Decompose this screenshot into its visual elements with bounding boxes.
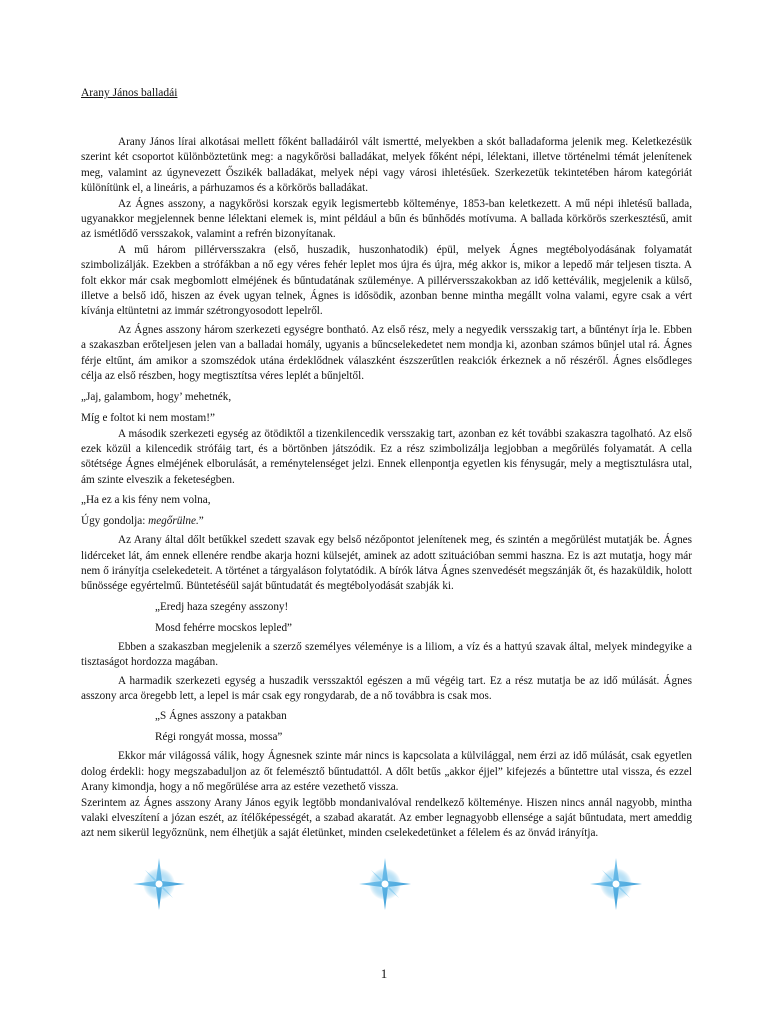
quote-line: „Eredj haza szegény asszony! [155, 600, 289, 613]
quote-line: „S Ágnes asszony a patakban [155, 710, 287, 723]
paragraph: Ekkor már világossá válik, hogy Ágnesnek szinte már nincs is kapcsolata a külvilággal, nem érzi az idő múlását, csak egyetlen dolog érdekli: hogy megszabaduljon az őt felemésztő bűntudattól. A dőlt betűs „akkor éjjel” kifejezés a bűntettre utal vissza, és ezzel Arany kimondja, hogy a nő megőrülése arra az estére vezethető vissza. [81, 750, 692, 794]
quote-line [81, 512, 692, 530]
paragraph: Szerintem az Ágnes asszony Arany János egyik legtöbb mondanivalóval rendelkező költeménye. Hiszen nincs annál nagyobb, mintha valaki elveszítení a józan eszét, az ítélőképességét, a szabad akaratát. Az ember legnagyobb ellensége a saját bűntudata, mert ameddig azt nem sikerül legyőznünk, nem élhetjük a saját életünket, minden cselekedetünket a félelem és az önvád irányítja. [81, 796, 692, 840]
paragraph: A második szerkezeti egység az ötödiktől a tizenkilencedik versszakig tart, azonban ez két további szakaszra tagolható. Az első ezek közül a kilencedik strófáig tart, és a börtönben játszódik. Ez a rész szimbolizálja legjobban a megőrülés folyamatát. A cella sötétsége Ágnes elméjének elborulását, a reménytelenséget jelzi. Ennek ellenpontja egyetlen kis fénysugár, mely a megtisztulásra utal, ám szinte elveszik a feketeségben. [81, 427, 692, 486]
page-number: 1 [380, 966, 388, 981]
document-body [81, 135, 692, 842]
paragraph: Az Arany által dőlt betűkkel szedett szavak egy belső nézőpontot jelenítenek meg, és szintén a megőrülést mutatják be. Ágnes lidérceket lát, ám ennek ellenére rendbe akarja hozni külsejét, aminek az adott szituációban semmi haszna. Ez is azt mutatja, hogy már nem ő irányítja cselekedeteit. A történet a tárgyaláson folytatódik. A bírók látva Ágnes szenvedését megszánják őt, és hazaküldik, holott bűnössége egyértelmű. Büntetéséül saját bűntudatát és megtébolyodását szabják ki. [81, 534, 692, 593]
paragraph: Arany János lírai alkotásai mellett főként balladáiról vált ismertté, melyekben a skót balladaforma jelenik meg. Keletkezésük szerint két csoportot különböztetünk meg: a nagykőrösi balladákat, melyek főként népi, lélektani, illetve történelmi témát jelenítenek meg, valamint az úgynevezett Őszikék balladákat, melyek népi vagy városi ihletésűek. Szerkezetük tekintetében három kategóriát különítünk el, a lineáris, a párhuzamos és a körkörös balladákat. [81, 136, 692, 195]
quote-italic-text: megőrülne. [148, 515, 199, 528]
paragraph: A harmadik szerkezeti egység a huszadik versszaktól egészen a mű végéig tart. Ez a rész mutatja be az idő múlását. Ágnes asszony arca öregebb lett, a lepel is már csak egy rongydarab, de a nő továbbra is csak mos. [81, 674, 692, 702]
star-decoration-row [0, 856, 768, 912]
quote-line: „Jaj, galambom, hogy’ mehetnék, [81, 390, 232, 403]
quote-line: „Ha ez a kis fény nem volna, [81, 494, 211, 507]
quote-line: Régi rongyát mossa, mossa” [155, 731, 283, 744]
quote-line: Mosd fehérre mocskos lepled” [155, 621, 293, 634]
paragraph: Az Ágnes asszony három szerkezeti egységre bontható. Az első rész, mely a negyedik versszakig tart, a bűntényt írja le. Ebben a szakaszban erőteljesen jelen van a balladai homály, ugyanis a bűncselekedetet nem mondja ki, azonban számos bűnjel utal rá. Ágnes férje eltűnt, ám amikor a szomszédok utána érdeklődnek válaszként észszerűtlen reakciók érkeznek a nő részéről. Ágnes elsődleges célja az első részben, hogy megtisztítsa véres leplét a bűnjeltől. [81, 323, 692, 383]
quote-text: Úgy gondolja: [81, 515, 149, 528]
four-point-star-icon [588, 856, 644, 912]
document-title: Arany János balladái [81, 87, 178, 99]
paragraph: Az Ágnes asszony, a nagykőrösi korszak egyik legismertebb költeménye, 1853-ban keletkezett. A mű népi ihletésű ballada, ugyanakkor megjelennek benne lélektani elemek is, mint például a bűn és bűnhődés motívuma. A ballada körkörös szerkesztésű, amit az ismétlődő versszakok, valamint a refrén bizonyítanak. [81, 197, 692, 241]
paragraph: Ebben a szakaszban megjelenik a szerző személyes véleménye is a liliom, a víz és a hattyú szavak által, melyek mindegyike a tisztaságot hordozza magában. [81, 640, 692, 669]
four-point-star-icon [131, 856, 187, 912]
quote-line: Míg e foltot ki nem mostam!” [81, 411, 215, 424]
paragraph: A mű három pillérversszakra (első, huszadik, huszonhatodik) épül, melyek Ágnes megtébolyodásának folyamatát szimbolizálják. Ezekben a strófákban a nő egy véres fehér leplet mos újra és újra, még akkor is, mikor a lepedő már teljesen tiszta. A folt ekkor már csak megbomlott elméjének és bűntudatának szüleménye. A pillérversszakokban az idő kettéválik, megjelenik a külső, illetve a belső idő, hiszen az évek ugyan telnek, Ágnes is idősödik, azonban benne mintha megállt volna valami, egyre csak a vért kívánja eltüntetni az immár szétrongyosodott lepelről. [81, 243, 692, 318]
quote-close-mark: ” [198, 515, 204, 528]
four-point-star-icon [357, 856, 413, 912]
